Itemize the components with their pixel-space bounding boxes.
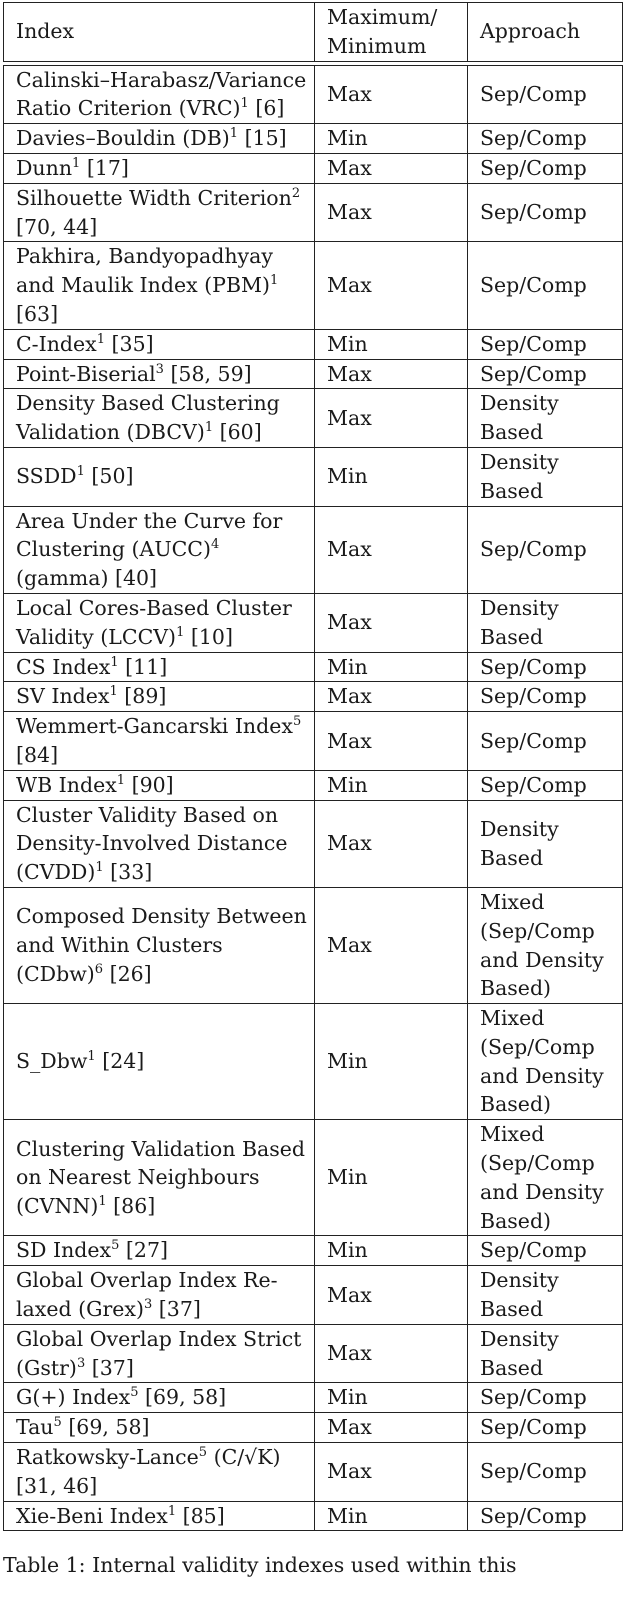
cell-approach: Sep/Comp <box>468 506 623 593</box>
cell-index <box>4 1383 315 1413</box>
cell-index <box>4 1004 315 1120</box>
table-row <box>4 682 623 712</box>
citation-refs: [69, 58] <box>61 1415 150 1440</box>
footnote-marker: 1 <box>76 464 85 480</box>
cell-max-min: Min <box>315 1501 468 1531</box>
cell-approach: Sep/Comp <box>468 1236 623 1266</box>
index-name: Silhouette Width Criterion <box>16 185 292 210</box>
footnote-marker: 5 <box>292 714 302 730</box>
table-row <box>4 712 623 771</box>
index-name: CS Index <box>16 654 111 679</box>
citation-refs: [60] <box>213 420 262 445</box>
cell-approach: Sep/Comp <box>468 1501 623 1531</box>
cell-max-min: Min <box>315 652 468 682</box>
citation-refs: [63] <box>16 301 59 326</box>
table-row <box>4 153 623 183</box>
cell-max-min: Min <box>315 1236 468 1266</box>
index-name: SV Index <box>16 684 110 709</box>
header-index: Index <box>4 3 315 62</box>
cell-max-min: Max <box>315 1324 468 1383</box>
cell-max-min: Max <box>315 183 468 242</box>
footnote-marker: 3 <box>143 1297 153 1313</box>
citation-refs: [58, 59] <box>163 361 252 386</box>
index-name: Ratkowsky-Lance <box>16 1445 199 1470</box>
cell-approach: Sep/Comp <box>468 65 623 124</box>
cell-approach: Mixed (Sep/Comp and Density Based) <box>468 1004 623 1120</box>
cell-index <box>4 1236 315 1266</box>
cell-max-min: Max <box>315 593 468 652</box>
footnote-marker: 1 <box>229 126 239 142</box>
index-name: Tau <box>16 1415 54 1440</box>
citation-refs: [37] <box>85 1355 134 1380</box>
cell-approach: Sep/Comp <box>468 242 623 329</box>
index-name: Dunn <box>16 155 73 180</box>
cell-index <box>4 447 315 506</box>
footnote-marker: 5 <box>53 1415 62 1431</box>
table-row <box>4 593 623 652</box>
citation-refs: [27] <box>119 1238 169 1263</box>
table-row <box>4 65 623 124</box>
footnote-marker: 4 <box>210 537 220 553</box>
table-row <box>4 1383 623 1413</box>
citation-refs: [10] <box>184 624 233 649</box>
cell-index <box>4 329 315 359</box>
citation-refs: [11] <box>118 654 168 679</box>
index-name: Density Based Clustering Validation (DBCV) <box>16 391 280 445</box>
cell-index <box>4 124 315 154</box>
cell-max-min: Max <box>315 1413 468 1443</box>
index-name: S_Dbw <box>16 1049 88 1074</box>
cell-index <box>4 800 315 887</box>
index-name: Cluster Validity Based on Density-Involved Distance (CVDD) <box>16 802 288 885</box>
table-header <box>4 3 623 62</box>
table-row <box>4 242 623 329</box>
footnote-marker: 1 <box>204 420 214 436</box>
citation-refs: [90] <box>125 772 174 797</box>
footnote-marker: 1 <box>110 654 119 670</box>
table-row <box>4 329 623 359</box>
cell-index <box>4 65 315 124</box>
cell-approach: Sep/Comp <box>468 359 623 389</box>
citation-refs: [84] <box>16 742 59 767</box>
citation-refs: [70, 44] <box>16 214 98 239</box>
footnote-marker: 1 <box>176 624 185 640</box>
citation-refs: [35] <box>105 331 154 356</box>
cell-approach: Sep/Comp <box>468 712 623 771</box>
cell-approach: Density Based <box>468 1266 623 1325</box>
index-name: Xie-Beni Index <box>16 1503 168 1528</box>
cell-index <box>4 359 315 389</box>
cell-max-min: Min <box>315 1120 468 1236</box>
citation-refs: [15] <box>238 126 287 151</box>
cell-approach: Density Based <box>468 593 623 652</box>
header-approach: Approach <box>468 3 623 62</box>
cell-approach: Sep/Comp <box>468 153 623 183</box>
citation-refs: [85] <box>176 1503 225 1528</box>
table-row <box>4 1443 623 1502</box>
cell-approach: Density Based <box>468 447 623 506</box>
table-row <box>4 887 623 1003</box>
cell-approach: Sep/Comp <box>468 652 623 682</box>
cell-approach: Sep/Comp <box>468 183 623 242</box>
citation-refs: (C/√K) [31, 46] <box>16 1445 281 1498</box>
table-row <box>4 1266 623 1325</box>
cell-max-min: Max <box>315 1266 468 1325</box>
cell-approach: Mixed (Sep/Comp and Density Based) <box>468 887 623 1003</box>
index-name: SD Index <box>16 1238 112 1263</box>
index-name: Point-Biserial <box>16 361 156 386</box>
table-caption: Table 1: Internal validity indexes used within this <box>3 1553 517 1577</box>
citation-refs: [6] <box>248 96 285 121</box>
table-row <box>4 124 623 154</box>
table-row <box>4 1236 623 1266</box>
index-name: Composed Density Between and Within Clusters (CDbw) <box>16 904 307 986</box>
table-row <box>4 389 623 448</box>
cell-max-min: Min <box>315 447 468 506</box>
citation-refs: [69, 58] <box>138 1385 227 1410</box>
footnote-marker: 1 <box>109 684 118 700</box>
cell-max-min: Max <box>315 506 468 593</box>
citation-refs: [37] <box>152 1297 201 1322</box>
table-row <box>4 506 623 593</box>
cell-max-min: Max <box>315 712 468 771</box>
citation-refs: [86] <box>106 1194 156 1219</box>
citation-refs: [24] <box>95 1049 145 1074</box>
cell-index <box>4 1501 315 1531</box>
cell-index <box>4 1443 315 1502</box>
cell-index <box>4 1413 315 1443</box>
index-name: Global Overlap Index Strict (Gstr) <box>16 1326 302 1380</box>
cell-index <box>4 887 315 1003</box>
citation-refs: [89] <box>117 684 167 709</box>
cell-approach: Sep/Comp <box>468 1413 623 1443</box>
footnote-marker: 1 <box>96 331 106 347</box>
table-row <box>4 1324 623 1383</box>
citation-refs: [26] <box>103 961 152 986</box>
cell-max-min: Max <box>315 65 468 124</box>
cell-approach: Sep/Comp <box>468 329 623 359</box>
index-name: G(+) Index <box>16 1385 131 1410</box>
cell-max-min: Max <box>315 242 468 329</box>
cell-index <box>4 1120 315 1236</box>
index-name: SSDD <box>16 464 77 489</box>
cell-max-min: Max <box>315 800 468 887</box>
cell-approach: Density Based <box>468 389 623 448</box>
index-name: Global Overlap Index Relaxed (Grex) <box>16 1268 278 1322</box>
footnote-marker: 1 <box>270 273 279 289</box>
index-name: WB Index <box>16 772 117 797</box>
cell-approach: Sep/Comp <box>468 1383 623 1413</box>
cell-max-min: Max <box>315 359 468 389</box>
table-row <box>4 1501 623 1531</box>
footnote-marker: 2 <box>291 185 301 201</box>
cell-max-min: Max <box>315 887 468 1003</box>
table-row <box>4 652 623 682</box>
cell-index <box>4 1266 315 1325</box>
header-max-min: Maximum/ Minimum <box>315 3 468 62</box>
cell-approach: Density Based <box>468 1324 623 1383</box>
table-row <box>4 1004 623 1120</box>
index-name: C-Index <box>16 331 97 356</box>
footnote-marker: 3 <box>155 361 164 377</box>
citation-refs: [33] <box>103 860 153 885</box>
cell-max-min: Min <box>315 1004 468 1120</box>
citation-refs: [50] <box>84 464 134 489</box>
table-row <box>4 447 623 506</box>
index-name: Davies–Bouldin (DB) <box>16 126 230 151</box>
cell-index <box>4 153 315 183</box>
cell-approach: Mixed (Sep/Comp and Density Based) <box>468 1120 623 1236</box>
cell-approach: Density Based <box>468 800 623 887</box>
footnote-marker: 5 <box>111 1238 120 1254</box>
citation-refs: (gamma) [40] <box>16 566 158 591</box>
table-row <box>4 800 623 887</box>
cell-index <box>4 1324 315 1383</box>
validity-index-table <box>3 2 623 1531</box>
footnote-marker: 1 <box>116 772 126 788</box>
index-name: Wemmert-Gancarski Index <box>16 714 293 739</box>
cell-max-min: Min <box>315 1383 468 1413</box>
table-row <box>4 770 623 800</box>
cell-approach: Sep/Comp <box>468 682 623 712</box>
footnote-marker: 6 <box>94 961 104 977</box>
index-name: Clustering Validation Based on Nearest Neighbours (CVNN) <box>16 1136 306 1219</box>
cell-index <box>4 712 315 771</box>
footnote-marker: 5 <box>198 1445 208 1461</box>
index-name: Calinski–Harabasz/Variance Ratio Criterion (VRC) <box>16 67 307 121</box>
cell-max-min: Max <box>315 682 468 712</box>
cell-max-min: Max <box>315 389 468 448</box>
cell-index <box>4 770 315 800</box>
cell-max-min: Max <box>315 153 468 183</box>
cell-max-min: Min <box>315 329 468 359</box>
cell-index <box>4 242 315 329</box>
cell-max-min: Min <box>315 124 468 154</box>
cell-index <box>4 183 315 242</box>
footnote-marker: 5 <box>130 1385 139 1401</box>
footnote-marker: 1 <box>95 860 104 876</box>
footnote-marker: 1 <box>87 1049 96 1065</box>
cell-index <box>4 506 315 593</box>
index-name: Local Cores-Based Cluster Validity (LCCV) <box>16 595 292 649</box>
cell-index <box>4 652 315 682</box>
cell-approach: Sep/Comp <box>468 124 623 154</box>
footnote-marker: 1 <box>240 96 249 112</box>
index-name: Pakhira, Bandyopadhyay and Maulik Index (PBM) <box>16 244 273 298</box>
table-body <box>4 61 623 1531</box>
cell-max-min: Max <box>315 1443 468 1502</box>
table-row <box>4 359 623 389</box>
footnote-marker: 3 <box>76 1355 86 1371</box>
cell-index <box>4 682 315 712</box>
table-row <box>4 1120 623 1236</box>
footnote-marker: 1 <box>167 1503 177 1519</box>
footnote-marker: 1 <box>72 155 81 171</box>
table-row <box>4 1413 623 1443</box>
cell-index <box>4 593 315 652</box>
cell-index <box>4 389 315 448</box>
citation-refs: [17] <box>80 155 129 180</box>
cell-approach: Sep/Comp <box>468 770 623 800</box>
table-row <box>4 183 623 242</box>
cell-max-min: Min <box>315 770 468 800</box>
cell-approach: Sep/Comp <box>468 1443 623 1502</box>
index-name: Area Under the Curve for Clustering (AUCC) <box>16 508 283 562</box>
footnote-marker: 1 <box>98 1194 107 1210</box>
